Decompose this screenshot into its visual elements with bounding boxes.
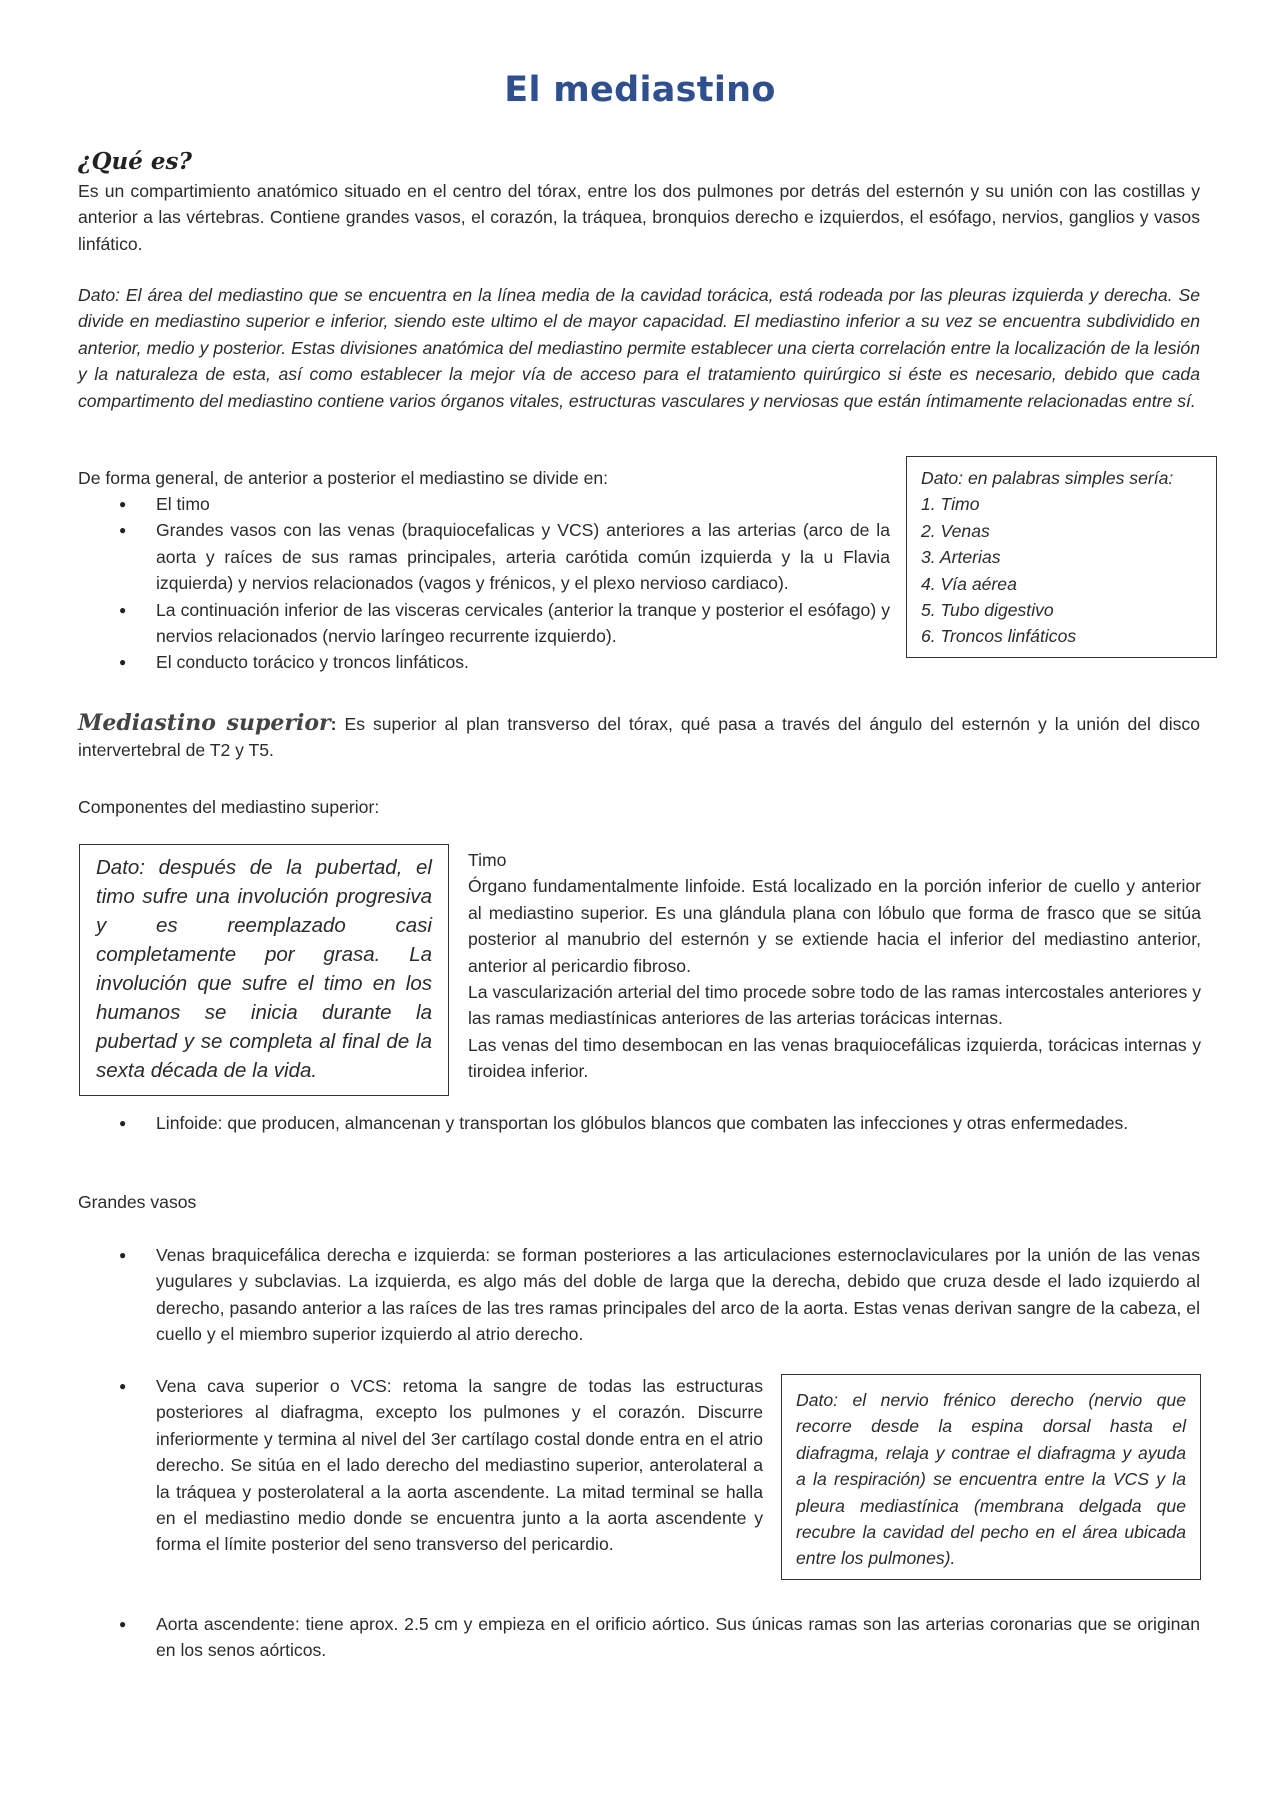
division-list bbox=[78, 491, 890, 676]
list-item: 1. Timo bbox=[921, 494, 980, 515]
list-item: 6. Troncos linfáticos bbox=[921, 626, 1077, 647]
list-item: 3. Arterias bbox=[921, 547, 1001, 568]
dato-simple-title: Dato: en palabras simples sería: bbox=[921, 468, 1174, 488]
dato-simple-list bbox=[921, 491, 1202, 649]
timo-section bbox=[468, 847, 1201, 1085]
linfoide-list bbox=[78, 1110, 1200, 1136]
list-item: ● Grandes vasos con las venas (braquiocefalicas y VCS) anteriores a las arterias (arco de la aorta y raíces de sus ramas principales, arteria carótida común izquierda y la u Flavia izquierda) y nervios relacionados (vagos y frénicos, y el plexo nervioso cardiaco). bbox=[78, 517, 890, 596]
dato-timo-box: Dato: después de la pubertad, el timo sufre una involución progresiva y es reemplazado casi completamente por grasa. La involución que sufre el timo en los humanos se inicia durante la pubertad y se completa al final de la sexta década de la vida. bbox=[79, 844, 449, 1096]
timo-paragraph-3: Las venas del timo desembocan en las venas braquiocefálicas izquierda, torácicas internas y tiroidea inferior. bbox=[468, 1034, 1201, 1082]
dato-simple-box bbox=[906, 456, 1217, 658]
page-title: El mediastino bbox=[504, 70, 776, 110]
list-item: ● El conducto torácico y troncos linfáticos. bbox=[78, 649, 890, 675]
grandes-vasos-heading: Grandes vasos bbox=[78, 1192, 197, 1212]
list-item: 2. Venas bbox=[921, 520, 990, 541]
que-es-paragraph: Es un compartimiento anatómico situado en el centro del tórax, entre los dos pulmones por detrás del esternón y su unión con las costillas y anterior a las vértebras. Contiene grandes vasos, el corazón, la tráquea, bronquios derecho e izquierdos, el esófago, nervios, ganglios y vasos linfático. bbox=[78, 181, 1200, 254]
list-item: ● Linfoide: que producen, almancenan y transportan los glóbulos blancos que combaten las infecciones y otras enfermedades. bbox=[78, 1110, 1200, 1136]
division-intro: De forma general, de anterior a posterior el mediastino se divide en: bbox=[78, 468, 609, 488]
list-item: ● Aorta ascendente: tiene aprox. 2.5 cm y empieza en el orificio aórtico. Sus únicas ramas son las arterias coronarias que se originan en los senos aórticos. bbox=[78, 1611, 1200, 1664]
mediastino-superior-label: Mediastino superior bbox=[78, 710, 331, 736]
aorta-list bbox=[78, 1611, 1200, 1664]
list-item: ● Venas braquicefálica derecha e izquierda: se forman posteriores a las articulaciones esternoclaviculares por la unión de las venas yugulares y subclavias. La izquierda, es algo más del doble de larga que la derecha, debido que cruza desde el lado izquierdo al derecho, pasando anterior a las raíces de las tres ramas principales del arco de la aorta. Estas venas derivan sangre de la cabeza, el cuello y el miembro superior izquierdo al atrio derecho. bbox=[78, 1242, 1200, 1348]
vcs-list bbox=[78, 1373, 763, 1558]
que-es-dato: Dato: El área del mediastino que se encuentra en la línea media de la cavidad torácica, está rodeada por las pleuras izquierda y derecha. Se divide en mediastino superior e inferior, siendo este ultimo el de mayor capacidad. El mediastino inferior a su vez se encuentra subdividido en anterior, medio y posterior. Estas divisiones anatómica del mediastino permite establecer una cierta correlación entre la localización de la lesión y la naturaleza de esta, así como establecer la mejor vía de acceso para el tratamiento quirúrgico si éste es necesario, debido que cada compartimento del mediastino contiene varios órganos vitales, estructuras vasculares y nerviosas que están íntimamente relacionadas entre sí. bbox=[78, 285, 1200, 411]
que-es-heading: ¿Qué es? bbox=[78, 148, 192, 175]
list-item: ● El timo bbox=[78, 491, 890, 517]
timo-paragraph-1: Órgano fundamentalmente linfoide. Está localizado en la porción inferior de cuello y anterior al mediastino superior. Es una glándula plana con lóbulo que forma de frasco que se sitúa posterior al manubrio del esternón y se extiende hacia el inferior del mediastino anterior, anterior al pericardio fibroso. bbox=[468, 876, 1201, 976]
timo-paragraph-2: La vascularización arterial del timo procede sobre todo de las ramas intercostales anteriores y las ramas mediastínicas anteriores de las arterias torácicas internas. bbox=[468, 982, 1201, 1029]
mediastino-superior-paragraph bbox=[78, 710, 1200, 764]
mediastino-superior-text: Es superior al plan transverso del tórax, qué pasa a través del ángulo del esternón y la unión del disco intervertebral de T2 y T5. bbox=[78, 714, 1200, 761]
mediastino-superior-colon: : bbox=[330, 714, 337, 734]
venas-list bbox=[78, 1242, 1200, 1348]
timo-heading: Timo bbox=[468, 850, 507, 870]
list-item: ● La continuación inferior de las visceras cervicales (anterior la tranque y posterior el esófago) y nervios relacionados (nervio laríngeo recurrente izquierdo). bbox=[78, 597, 890, 650]
dato-frenico-box: Dato: el nervio frénico derecho (nervio que recorre desde la espina dorsal hasta el diafragma, relaja y contrae el diafragma y ayuda a la respiración) se encuentra entre la VCS y la pleura mediastínica (membrana delgada que recubre la cavidad del pecho en el área ubicada entre los pulmones). bbox=[781, 1374, 1201, 1580]
list-item: ● Vena cava superior o VCS: retoma la sangre de todas las estructuras posteriores al diafragma, excepto los pulmones y el corazón. Discurre inferiormente y termina al nivel del 3er cartílago costal donde entra en el atrio derecho. Se sitúa en el lado derecho del mediastino superior, anterolateral a la tráquea y posterolateral a la aorta ascendente. La mitad terminal se halla en el mediastino medio donde se encuentra junto a la aorta ascendente y forma el límite posterior del seno transverso del pericardio. bbox=[78, 1373, 763, 1558]
componentes-label: Componentes del mediastino superior: bbox=[78, 797, 380, 817]
list-item: 5. Tubo digestivo bbox=[921, 600, 1054, 621]
list-item: 4. Vía aérea bbox=[921, 573, 1017, 594]
